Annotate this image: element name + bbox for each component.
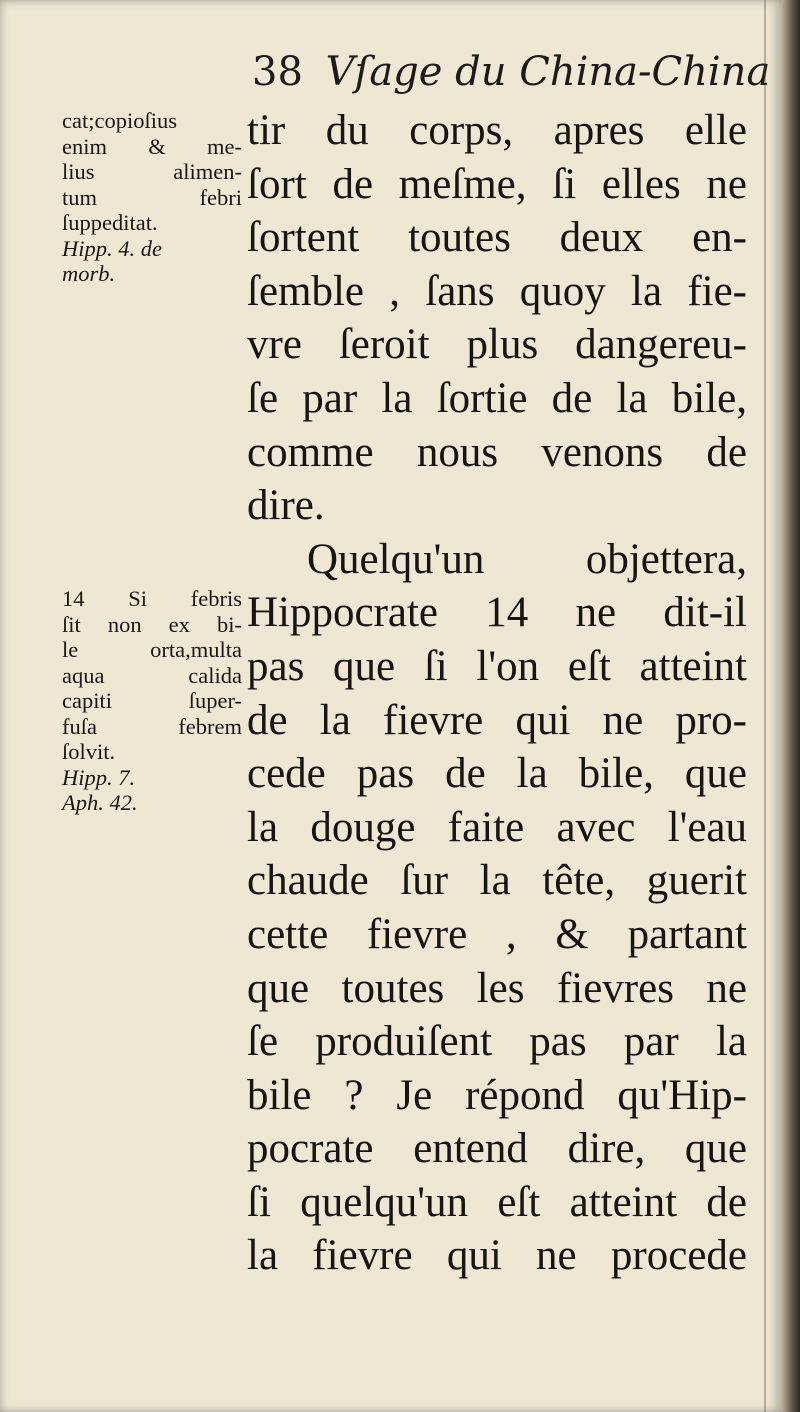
- body-line: ſemble , ſans quoy la fie-: [247, 267, 747, 315]
- margin-note-reference: morb.: [62, 261, 116, 286]
- margin-note-1: [62, 108, 242, 287]
- margin-note-reference: Hipp. 7.: [62, 764, 136, 790]
- running-title: Vſage du China-China: [325, 49, 771, 95]
- margin-note-line: tum febri: [62, 184, 242, 210]
- body-line: ſe produiſent pas par la: [247, 1018, 747, 1066]
- margin-note-line: le orta,multa: [62, 637, 242, 662]
- body-line: ſi quelqu'un eſt atteint de: [247, 1178, 747, 1226]
- margin-note-line: ſit non ex bi-: [62, 611, 242, 637]
- page-fold-shadow: [764, 0, 766, 1412]
- body-line: vre ſeroit plus dangereu-: [247, 321, 747, 369]
- body-line: comme nous venons de: [247, 428, 747, 476]
- body-line: chaude ſur la tête, guerit: [247, 857, 747, 905]
- body-text: [247, 104, 747, 1283]
- body-line: la fievre qui ne procede: [247, 1232, 747, 1280]
- body-line: la douge faite avec l'eau: [247, 803, 747, 851]
- body-line: pas que ſi l'on eſt atteint: [247, 642, 747, 690]
- body-line: cette fievre , & partant: [247, 910, 747, 958]
- body-line: de la fievre qui ne pro-: [247, 696, 747, 744]
- page-number: 38: [252, 49, 303, 95]
- margin-note-line: capiti ſuper-: [62, 688, 242, 713]
- body-line: pocrate entend dire, que: [247, 1125, 747, 1173]
- margin-note-reference: Hipp. 4. de: [62, 235, 162, 261]
- margin-note-line: ſolvit.: [62, 739, 116, 764]
- book-edge: [782, 0, 800, 1412]
- margin-note-line: fuſa febrem: [62, 713, 242, 739]
- margin-note-line: aqua calida: [62, 662, 242, 688]
- body-line: tir du corps, apres elle: [247, 107, 747, 154]
- margin-note-reference: Aph. 42.: [62, 790, 138, 815]
- margin-note-2: [62, 586, 242, 816]
- margin-note-line: cat;copioſius: [62, 108, 177, 133]
- body-line: ſortent toutes deux en-: [247, 214, 747, 262]
- margin-note-line: enim & me-: [62, 133, 242, 159]
- body-line: cede pas de la bile, que: [247, 750, 747, 798]
- margin-note-line: lius alimen-: [62, 159, 242, 184]
- body-line: Quelqu'un objettera,: [307, 535, 747, 583]
- body-line: dire.: [247, 482, 325, 530]
- body-line: que toutes les fievres ne: [247, 964, 747, 1012]
- page-header: [252, 49, 771, 95]
- body-line: ſe par la ſortie de la bile,: [247, 374, 747, 422]
- margin-note-line: ſuppeditat.: [62, 210, 158, 235]
- body-line: ſort de meſme, ſi elles ne: [247, 160, 747, 208]
- body-line: bile ? Je répond qu'Hip-: [247, 1071, 747, 1119]
- body-line: Hippocrate 14 ne dit-il: [247, 589, 747, 637]
- margin-note-line: 14 Si febris: [62, 586, 242, 611]
